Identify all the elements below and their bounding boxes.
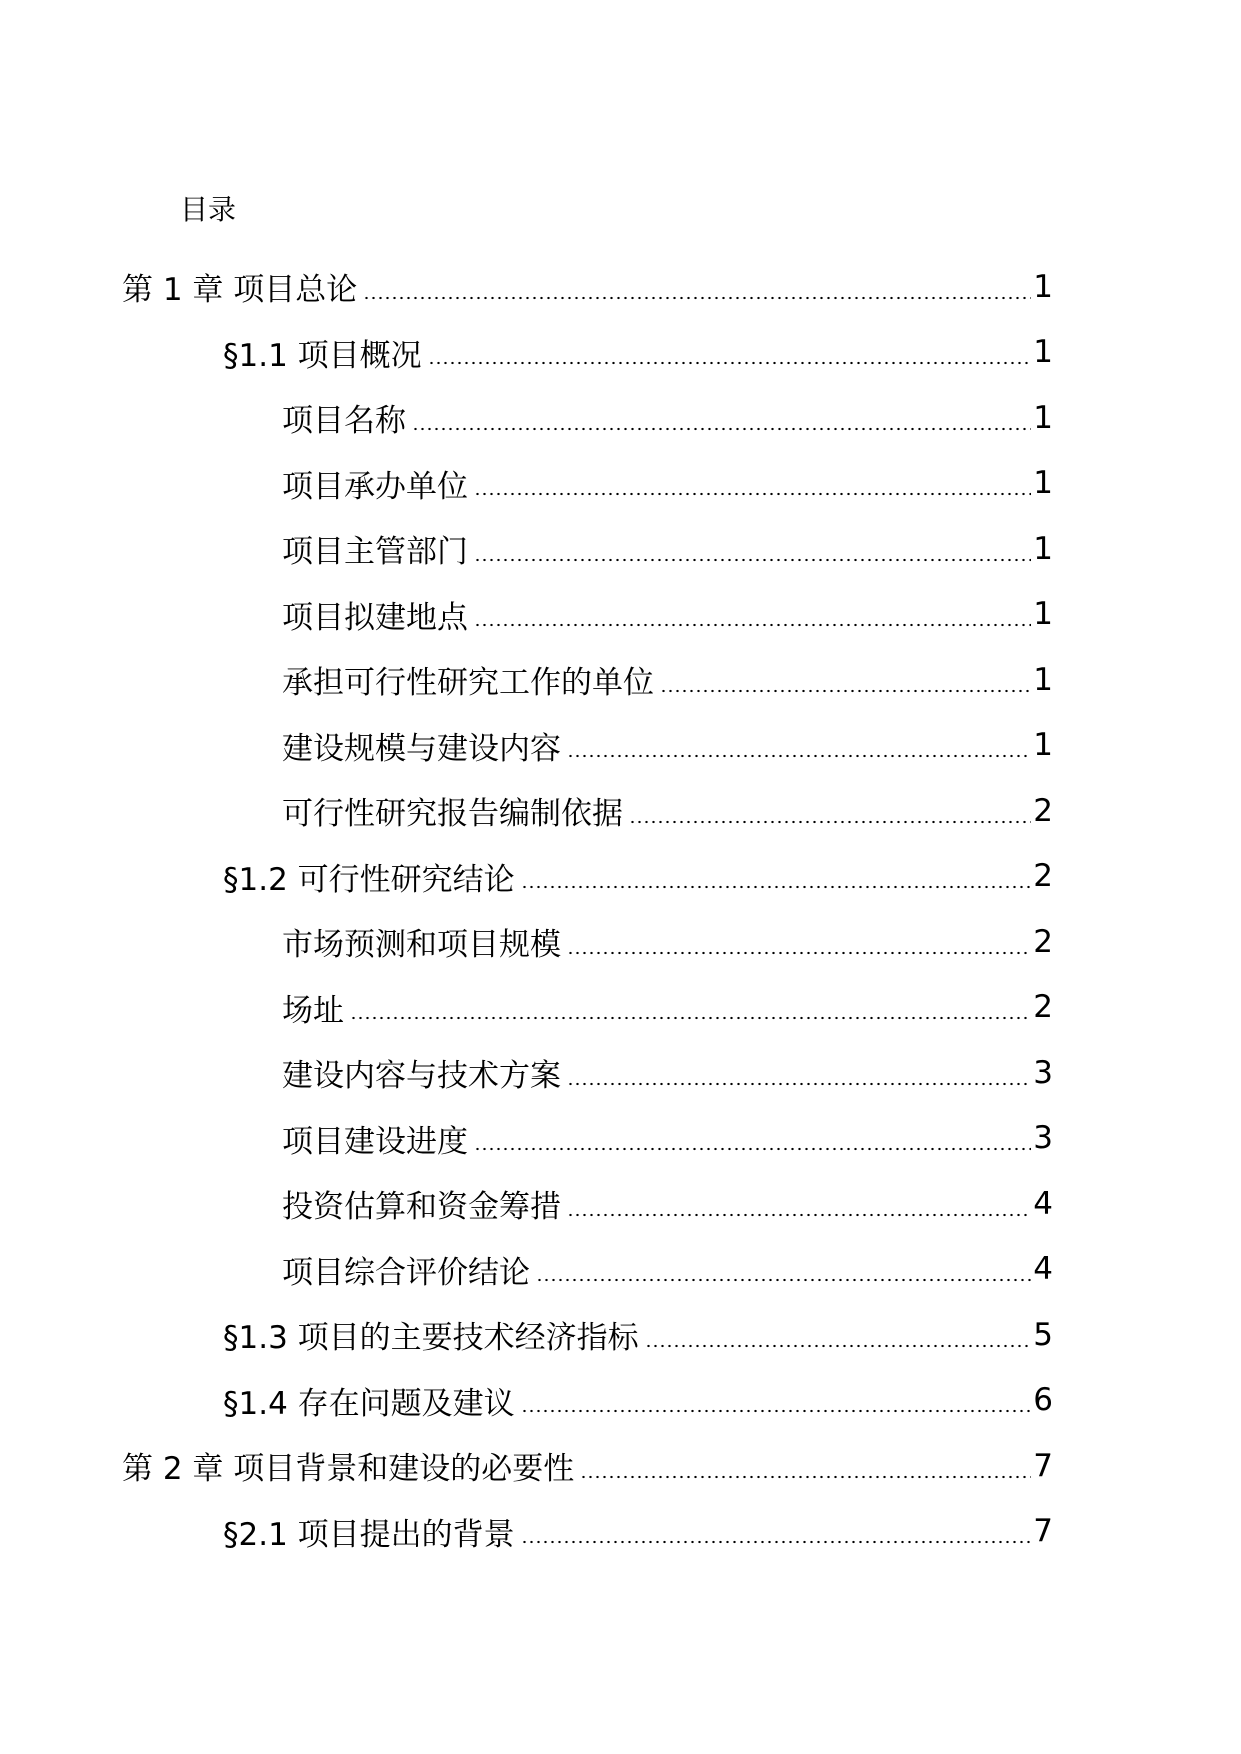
- toc-dot-leader: [474, 1147, 1031, 1151]
- toc-entry-page-number: 1: [1033, 530, 1053, 567]
- toc-entry-page-number: 4: [1033, 1251, 1053, 1288]
- toc-dot-leader: [567, 951, 1031, 955]
- toc-dot-leader: [474, 558, 1031, 562]
- toc-list: [0, 254, 1241, 1564]
- toc-dot-leader: [363, 296, 1031, 300]
- toc-heading: 目录: [180, 193, 237, 226]
- toc-dot-leader: [474, 492, 1031, 496]
- toc-dot-leader: [521, 885, 1032, 889]
- toc-entry-page-number: 1: [1033, 661, 1053, 698]
- toc-entry-title: 项目主管部门: [282, 534, 468, 571]
- toc-entry[interactable]: [0, 385, 1241, 451]
- toc-dot-leader: [521, 1409, 1032, 1413]
- toc-entry-page-number: 1: [1033, 399, 1053, 436]
- toc-entry-page-number: 6: [1033, 1382, 1053, 1419]
- toc-dot-leader: [645, 1344, 1032, 1348]
- toc-entry[interactable]: [0, 516, 1241, 582]
- toc-entry-page-number: 4: [1033, 1185, 1053, 1222]
- toc-entry[interactable]: [0, 451, 1241, 517]
- toc-entry-page-number: 7: [1033, 1513, 1053, 1550]
- toc-dot-leader: [567, 1213, 1031, 1217]
- toc-entry-page-number: 1: [1033, 727, 1053, 764]
- toc-dot-leader: [567, 754, 1031, 758]
- toc-dot-leader: [521, 1540, 1032, 1544]
- toc-dot-leader: [580, 1475, 1031, 1479]
- toc-entry-title: 项目拟建地点: [282, 599, 468, 636]
- toc-entry-title: §1.4 存在问题及建议: [223, 1385, 515, 1422]
- toc-entry[interactable]: [0, 713, 1241, 779]
- toc-entry[interactable]: [0, 1433, 1241, 1499]
- toc-entry[interactable]: [0, 647, 1241, 713]
- toc-entry-page-number: 3: [1033, 1054, 1053, 1091]
- toc-entry[interactable]: [0, 909, 1241, 975]
- toc-entry-title: §1.2 可行性研究结论: [223, 861, 515, 898]
- toc-entry-page-number: 2: [1033, 858, 1053, 895]
- toc-entry[interactable]: [0, 254, 1241, 320]
- toc-entry-page-number: 1: [1033, 596, 1053, 633]
- toc-entry-page-number: 7: [1033, 1447, 1053, 1484]
- toc-entry-title: 建设规模与建设内容: [282, 730, 561, 767]
- toc-entry-title: §1.1 项目概况: [223, 337, 422, 374]
- toc-dot-leader: [660, 689, 1031, 693]
- toc-entry[interactable]: [0, 1040, 1241, 1106]
- toc-entry-page-number: 2: [1033, 989, 1053, 1026]
- toc-entry[interactable]: [0, 975, 1241, 1041]
- toc-entry-page-number: 1: [1033, 334, 1053, 371]
- toc-entry-page-number: 1: [1033, 465, 1053, 502]
- toc-dot-leader: [536, 1278, 1031, 1282]
- toc-entry[interactable]: [0, 1499, 1241, 1565]
- toc-entry[interactable]: [0, 320, 1241, 386]
- toc-entry[interactable]: [0, 1302, 1241, 1368]
- toc-entry-title: 场址: [282, 992, 344, 1029]
- toc-entry[interactable]: [0, 1368, 1241, 1434]
- toc-entry-title: 投资估算和资金筹措: [282, 1189, 561, 1226]
- toc-entry[interactable]: [0, 1171, 1241, 1237]
- toc-entry-title: 项目建设进度: [282, 1123, 468, 1160]
- toc-entry[interactable]: [0, 1106, 1241, 1172]
- toc-entry-title: 第 1 章 项目总论: [122, 272, 358, 309]
- toc-dot-leader: [629, 820, 1031, 824]
- toc-entry-title: 市场预测和项目规模: [282, 927, 561, 964]
- toc-entry-page-number: 3: [1033, 1120, 1053, 1157]
- toc-entry[interactable]: [0, 1237, 1241, 1303]
- toc-entry-page-number: 1: [1033, 268, 1053, 305]
- toc-entry[interactable]: [0, 582, 1241, 648]
- toc-entry-title: 承担可行性研究工作的单位: [282, 665, 654, 702]
- toc-entry[interactable]: [0, 778, 1241, 844]
- toc-entry-title: 可行性研究报告编制依据: [282, 796, 623, 833]
- toc-dot-leader: [350, 1016, 1031, 1020]
- toc-entry-page-number: 2: [1033, 923, 1053, 960]
- toc-dot-leader: [412, 427, 1031, 431]
- toc-entry-title: 第 2 章 项目背景和建设的必要性: [122, 1451, 575, 1488]
- toc-entry-title: §2.1 项目提出的背景: [223, 1516, 515, 1553]
- toc-entry-title: §1.3 项目的主要技术经济指标: [223, 1320, 639, 1357]
- toc-entry-title: 项目综合评价结论: [282, 1254, 530, 1291]
- toc-dot-leader: [428, 361, 1032, 365]
- toc-entry-title: 建设内容与技术方案: [282, 1058, 561, 1095]
- toc-entry-title: 项目承办单位: [282, 468, 468, 505]
- toc-entry-title: 项目名称: [282, 403, 406, 440]
- toc-dot-leader: [474, 623, 1031, 627]
- toc-entry[interactable]: [0, 844, 1241, 910]
- toc-dot-leader: [567, 1082, 1031, 1086]
- toc-entry-page-number: 5: [1033, 1316, 1053, 1353]
- toc-entry-page-number: 2: [1033, 792, 1053, 829]
